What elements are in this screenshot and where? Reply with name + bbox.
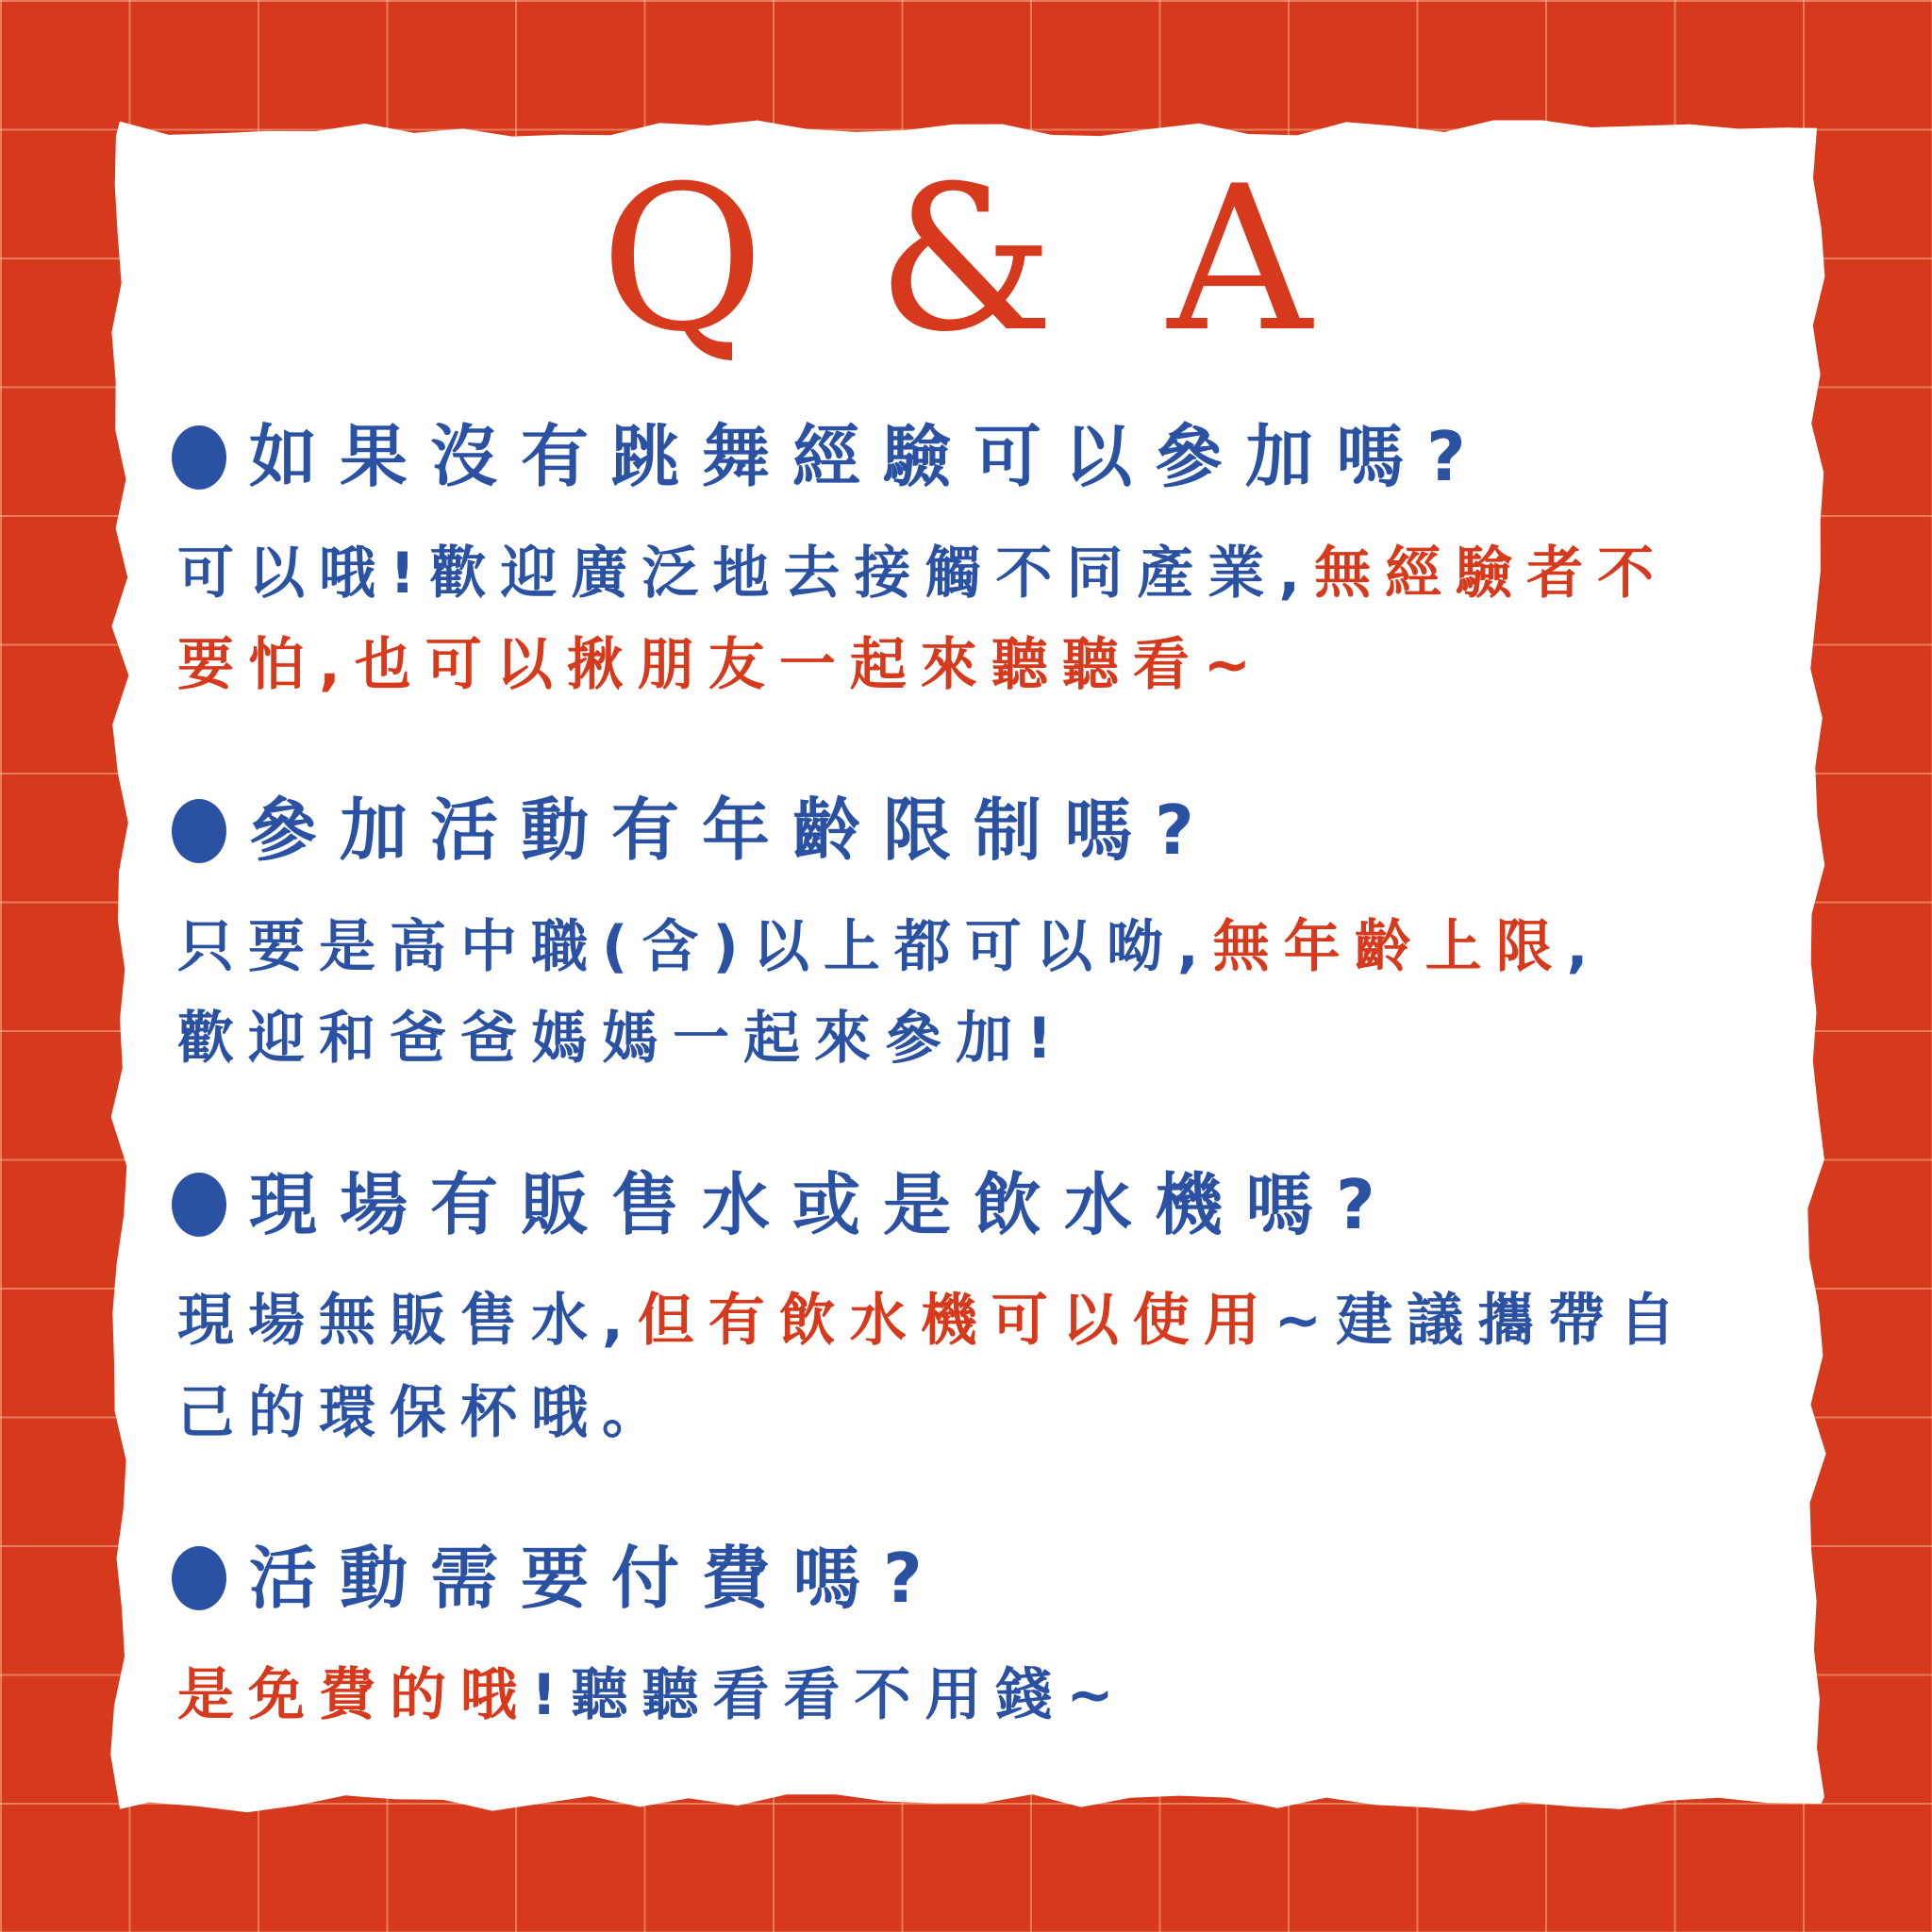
answer-segment: 無年齡上限 [1212, 914, 1567, 981]
question-text: 活動需要付費嗎? [249, 1538, 945, 1618]
answer-block [177, 1275, 1765, 1458]
question-text: 如果沒有跳舞經驗可以參加嗎? [249, 417, 1489, 497]
answer-block [177, 1650, 1765, 1741]
question-bullet-icon [172, 1173, 226, 1237]
question-row [172, 1166, 1765, 1244]
question-bullet-icon [172, 425, 226, 490]
question-text: 參加活動有年齡限制嗎? [249, 791, 1217, 871]
answer-line [177, 528, 1765, 620]
answer-line [177, 1275, 1765, 1367]
question-bullet-icon [172, 1546, 226, 1610]
answer-block [177, 528, 1765, 711]
question-row [172, 418, 1765, 496]
question-bullet-icon [172, 799, 226, 863]
page-title: Q & A [600, 142, 1337, 375]
qa-section [172, 791, 1765, 1085]
qa-section [172, 418, 1765, 711]
answer-line [177, 620, 1765, 711]
qa-section [172, 1166, 1765, 1459]
answer-segment: !聽聽看看不用錢~ [531, 1661, 1128, 1728]
answer-block [177, 902, 1765, 1085]
answer-segment: 己的環保杯哦。 [177, 1379, 673, 1446]
question-row [172, 791, 1765, 870]
answer-segment: 歡迎和爸爸媽媽一起來參加! [177, 1006, 1067, 1073]
answer-line [177, 902, 1765, 993]
qa-section [172, 1540, 1765, 1741]
answer-segment: , [1566, 914, 1603, 981]
answer-segment: 可以哦!歡迎廣泛地去接觸不同產業, [177, 541, 1315, 608]
answer-segment: 要怕,也可以揪朋友一起來聽聽看~ [177, 632, 1266, 699]
answer-segment: 但有飲水機可以使用 [637, 1288, 1274, 1355]
question-row [172, 1540, 1765, 1618]
answer-line [177, 993, 1765, 1085]
answer-segment: ~建議攜帶自 [1274, 1288, 1690, 1355]
question-text: 現場有販售水或是飲水機嗎? [249, 1164, 1398, 1244]
qa-content [120, 129, 1817, 1804]
answer-segment: 是免費的哦 [177, 1661, 531, 1728]
answer-segment: 無經驗者不 [1314, 541, 1669, 608]
answer-line [177, 1368, 1765, 1459]
answer-line [177, 1650, 1765, 1741]
answer-segment: 只要是高中職(含)以上都可以呦, [177, 914, 1213, 981]
answer-segment: 現場無販售水, [177, 1288, 638, 1355]
